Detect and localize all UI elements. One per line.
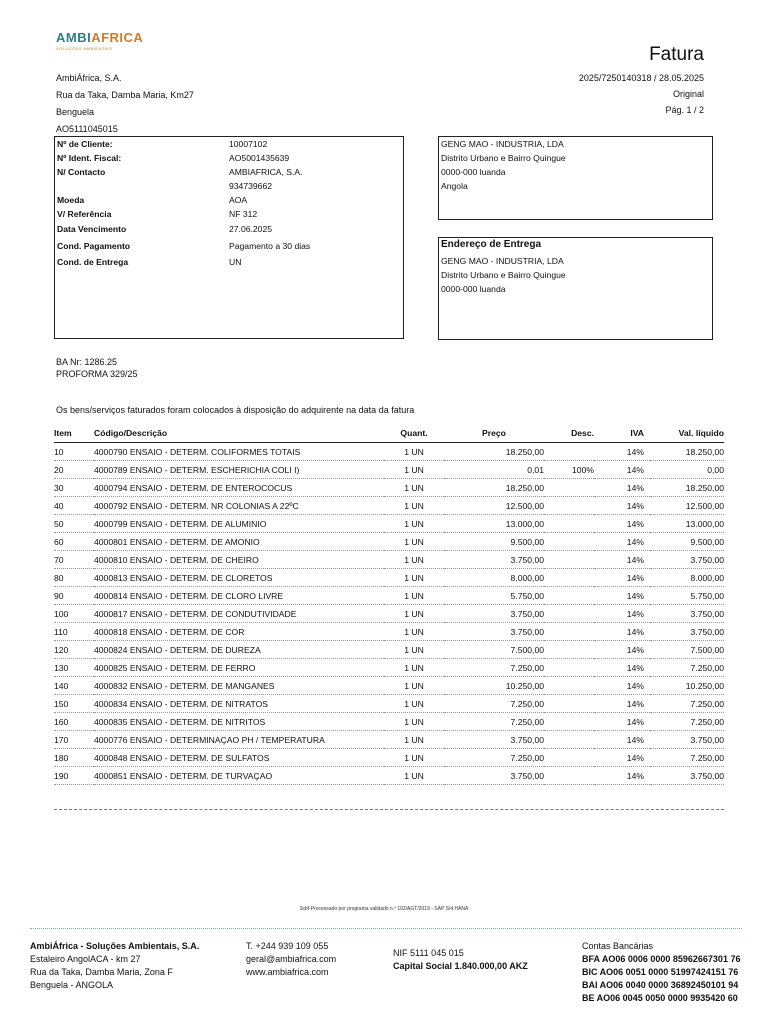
cell-price: 3.750,00: [444, 551, 544, 569]
cell-iva: 14%: [594, 461, 650, 479]
cell-item: 160: [54, 713, 94, 731]
header-net-value: Val. líquido: [650, 424, 724, 443]
cell-price: 7.250,00: [444, 695, 544, 713]
cell-item: 20: [54, 461, 94, 479]
cell-iva: 14%: [594, 641, 650, 659]
cell-item: 40: [54, 497, 94, 515]
ba-number: BA Nr: 1286.25: [56, 357, 118, 367]
cell-price: 10.250,00: [444, 677, 544, 695]
cell-discount: [544, 587, 594, 605]
cell-quantity: 1 UN: [384, 659, 444, 677]
currency-value: AOA: [229, 195, 248, 205]
cell-discount: [544, 623, 594, 641]
cell-price: 9.500,00: [444, 533, 544, 551]
cell-price: 12.500,00: [444, 497, 544, 515]
cell-net-value: 7.500,00: [650, 641, 724, 659]
customer-address-line: Distrito Urbano e Bairro Quingue: [441, 153, 566, 163]
table-row: [54, 677, 724, 695]
logo-wordmark: AMBIAFRICA: [56, 30, 144, 45]
cell-price: 3.750,00: [444, 731, 544, 749]
cell-description: 4000789 ENSAIO - DETERM. ESCHERICHIA COLI I): [94, 461, 384, 479]
footer-contact: [246, 940, 336, 979]
client-number-value: 10007102: [229, 139, 268, 149]
cell-description: 4000832 ENSAIO - DETERM. DE MANGANES: [94, 677, 384, 695]
footer-capital: Capital Social 1.840.000,00 AKZ: [393, 961, 528, 971]
table-row: [54, 641, 724, 659]
cell-iva: 14%: [594, 623, 650, 641]
processing-note: 3sbf-Processado por programa validado n.º 102/AGT/2019 - SAP S/4 HANA: [299, 906, 469, 912]
cell-price: 18.250,00: [444, 443, 544, 461]
cell-net-value: 7.250,00: [650, 695, 724, 713]
reference-value: NF 312: [229, 209, 258, 219]
delivery-terms-value: UN: [229, 257, 242, 267]
info-row-currency: Moeda: [57, 195, 85, 205]
cell-discount: [544, 515, 594, 533]
cell-iva: 14%: [594, 605, 650, 623]
cell-net-value: 13.000,00: [650, 515, 724, 533]
invoice-number-date: 2025/7250140318 / 28.05.2025: [578, 73, 704, 83]
info-row-delivery-terms: Cond. de Entrega: [57, 257, 129, 267]
cell-iva: 14%: [594, 731, 650, 749]
cell-net-value: 7.250,00: [650, 749, 724, 767]
cell-description: 4000814 ENSAIO - DETERM. DE CLORO LIVRE: [94, 587, 384, 605]
delivery-address-line: Distrito Urbano e Bairro Quingue: [441, 270, 566, 280]
cell-item: 170: [54, 731, 94, 749]
table-row: [54, 497, 724, 515]
cell-price: 5.750,00: [444, 587, 544, 605]
cell-description: 4000776 ENSAIO - DETERMINAÇAO PH / TEMPERATURA: [94, 731, 384, 749]
cell-iva: 14%: [594, 479, 650, 497]
company-logo: [56, 30, 143, 51]
table-row: [54, 605, 724, 623]
cell-price: 7.250,00: [444, 749, 544, 767]
footer-company-line: Benguela - ANGOLA: [30, 980, 114, 990]
cell-iva: 14%: [594, 713, 650, 731]
cell-net-value: 9.500,00: [650, 533, 724, 551]
items-table: [54, 424, 724, 785]
cell-price: 0,01: [444, 461, 544, 479]
cell-net-value: 7.250,00: [650, 659, 724, 677]
cell-item: 100: [54, 605, 94, 623]
cell-discount: [544, 767, 594, 785]
cell-description: 4000794 ENSAIO - DETERM. DE ENTEROCOCUS: [94, 479, 384, 497]
table-row: [54, 569, 724, 587]
footer-email: geral@ambiafrica.com: [246, 954, 337, 964]
cell-discount: [544, 641, 594, 659]
customer-address-line: Angola: [441, 181, 468, 191]
cell-net-value: 3.750,00: [650, 731, 724, 749]
footer-company-line: Estaleiro AngolACA - km 27: [30, 954, 141, 964]
cell-item: 130: [54, 659, 94, 677]
cell-price: 7.250,00: [444, 659, 544, 677]
info-row-contact: N/ Contacto: [57, 167, 106, 177]
footer-banks: [582, 940, 740, 1005]
cell-item: 140: [54, 677, 94, 695]
delivery-notice: Os bens/serviços faturados foram colocados à disposição do adquirente na data da fatura: [56, 405, 415, 415]
cell-discount: [544, 731, 594, 749]
cell-iva: 14%: [594, 677, 650, 695]
delivery-address-line: GENG MAO - INDUSTRIA, LDA: [441, 256, 564, 266]
cell-quantity: 1 UN: [384, 515, 444, 533]
cell-price: 8.000,00: [444, 569, 544, 587]
cell-iva: 14%: [594, 497, 650, 515]
due-date-value: 27.06.2025: [229, 224, 273, 234]
cell-price: 7.250,00: [444, 713, 544, 731]
info-row-payment-terms: Cond. Pagamento: [57, 241, 131, 251]
header-discount: Desc.: [544, 424, 594, 443]
table-row: [54, 731, 724, 749]
cell-quantity: 1 UN: [384, 479, 444, 497]
cell-discount: [544, 713, 594, 731]
customer-address-line: GENG MAO - INDUSTRIA, LDA: [441, 139, 564, 149]
cell-iva: 14%: [594, 533, 650, 551]
header-item: Item: [54, 424, 94, 443]
logo-tagline: SOLUÇÕES AMBIENTAIS: [56, 46, 113, 51]
header-iva: IVA: [594, 424, 650, 443]
page-number: Pág. 1 / 2: [665, 105, 704, 115]
cell-discount: 100%: [544, 461, 594, 479]
cell-quantity: 1 UN: [384, 677, 444, 695]
cell-item: 150: [54, 695, 94, 713]
cell-description: 4000851 ENSAIO - DETERM. DE TURVAÇAO: [94, 767, 384, 785]
footer-company-line: Rua da Taka, Damba Maria, Zona F: [30, 967, 173, 977]
table-row: [54, 479, 724, 497]
cell-discount: [544, 533, 594, 551]
fiscal-id-value: AO5001435639: [229, 153, 290, 163]
info-row-reference: V/ Referência: [57, 209, 112, 219]
cell-item: 10: [54, 443, 94, 461]
footer-banks-title: Contas Bancárias: [582, 941, 654, 951]
cell-item: 30: [54, 479, 94, 497]
footer-company-name: AmbiÁfrica - Soluções Ambientais, S.A.: [30, 941, 200, 951]
cell-item: 180: [54, 749, 94, 767]
cell-discount: [544, 749, 594, 767]
table-end-divider: [54, 809, 724, 810]
payment-terms-value: Pagamento a 30 dias: [229, 241, 311, 251]
table-row: [54, 623, 724, 641]
issuer-name: AmbiÁfrica, S.A.: [56, 73, 122, 83]
delivery-address-title: Endereço de Entrega: [441, 239, 542, 250]
footer-bank-line: BAI AO06 0040 0000 36892450101 94: [582, 980, 739, 990]
cell-iva: 14%: [594, 659, 650, 677]
cell-discount: [544, 443, 594, 461]
table-row: [54, 767, 724, 785]
cell-price: 18.250,00: [444, 479, 544, 497]
cell-description: 4000817 ENSAIO - DETERM. DE CONDUTIVIDADE: [94, 605, 384, 623]
cell-discount: [544, 695, 594, 713]
cell-description: 4000790 ENSAIO - DETERM. COLIFORMES TOTAIS: [94, 443, 384, 461]
issuer-city: Benguela: [56, 107, 95, 117]
cell-description: 4000810 ENSAIO - DETERM. DE CHEIRO: [94, 551, 384, 569]
cell-net-value: 3.750,00: [650, 551, 724, 569]
cell-description: 4000792 ENSAIO - DETERM. NR COLONIAS A 22ºC: [94, 497, 384, 515]
cell-description: 4000818 ENSAIO - DETERM. DE COR: [94, 623, 384, 641]
cell-iva: 14%: [594, 587, 650, 605]
cell-price: 3.750,00: [444, 623, 544, 641]
table-row: [54, 533, 724, 551]
cell-item: 90: [54, 587, 94, 605]
header-description: Código/Descrição: [94, 424, 384, 443]
cell-item: 190: [54, 767, 94, 785]
cell-net-value: 3.750,00: [650, 623, 724, 641]
cell-price: 7.500,00: [444, 641, 544, 659]
document-title: Fatura: [649, 44, 704, 65]
cell-description: 4000848 ENSAIO - DETERM. DE SULFATOS: [94, 749, 384, 767]
header-quantity: Quant.: [384, 424, 444, 443]
cell-quantity: 1 UN: [384, 713, 444, 731]
cell-description: 4000834 ENSAIO - DETERM. DE NITRATOS: [94, 695, 384, 713]
cell-net-value: 18.250,00: [650, 443, 724, 461]
cell-iva: 14%: [594, 551, 650, 569]
customer-address-box: [438, 136, 713, 220]
cell-net-value: 7.250,00: [650, 713, 724, 731]
delivery-address-line: 0000-000 luanda: [441, 284, 506, 294]
cell-net-value: 12.500,00: [650, 497, 724, 515]
cell-quantity: 1 UN: [384, 605, 444, 623]
cell-quantity: 1 UN: [384, 533, 444, 551]
cell-discount: [544, 569, 594, 587]
proforma-number: PROFORMA 329/25: [56, 369, 138, 379]
cell-net-value: 0,00: [650, 461, 724, 479]
cell-description: 4000835 ENSAIO - DETERM. DE NITRITOS: [94, 713, 384, 731]
cell-description: 4000799 ENSAIO - DETERM. DE ALUMINIO: [94, 515, 384, 533]
cell-net-value: 3.750,00: [650, 767, 724, 785]
cell-item: 70: [54, 551, 94, 569]
cell-iva: 14%: [594, 515, 650, 533]
cell-item: 80: [54, 569, 94, 587]
cell-description: 4000824 ENSAIO - DETERM. DE DUREZA: [94, 641, 384, 659]
cell-net-value: 10.250,00: [650, 677, 724, 695]
cell-iva: 14%: [594, 569, 650, 587]
footer-fiscal: [393, 947, 528, 973]
cell-net-value: 8.000,00: [650, 569, 724, 587]
cell-item: 50: [54, 515, 94, 533]
cell-discount: [544, 551, 594, 569]
contact-phone-value: 934739662: [229, 181, 273, 191]
info-row-client-number: Nº de Cliente:: [57, 139, 113, 149]
cell-price: 3.750,00: [444, 605, 544, 623]
cell-price: 13.000,00: [444, 515, 544, 533]
cell-quantity: 1 UN: [384, 623, 444, 641]
footer-bank-line: BIC AO06 0051 0000 51997424151 76: [582, 967, 739, 977]
cell-quantity: 1 UN: [384, 749, 444, 767]
cell-iva: 14%: [594, 767, 650, 785]
footer-company: [30, 940, 199, 992]
cell-net-value: 3.750,00: [650, 605, 724, 623]
cell-description: 4000801 ENSAIO - DETERM. DE AMONIO: [94, 533, 384, 551]
cell-quantity: 1 UN: [384, 497, 444, 515]
cell-discount: [544, 497, 594, 515]
cell-quantity: 1 UN: [384, 731, 444, 749]
cell-iva: 14%: [594, 749, 650, 767]
footer-divider: [30, 928, 742, 929]
table-row: [54, 659, 724, 677]
items-table-body: [54, 443, 724, 785]
cell-quantity: 1 UN: [384, 443, 444, 461]
table-row: [54, 515, 724, 533]
table-row: [54, 587, 724, 605]
cell-item: 60: [54, 533, 94, 551]
table-row: [54, 551, 724, 569]
cell-discount: [544, 605, 594, 623]
footer-nif: NIF 5111 045 015: [393, 948, 464, 958]
header-price: Preço: [444, 424, 544, 443]
table-row: [54, 461, 724, 479]
cell-iva: 14%: [594, 695, 650, 713]
footer-bank-line: BE AO06 0045 0050 0000 9935420 60: [582, 993, 738, 1003]
cell-discount: [544, 677, 594, 695]
cell-quantity: 1 UN: [384, 551, 444, 569]
delivery-address-box: [438, 237, 713, 340]
cell-quantity: 1 UN: [384, 767, 444, 785]
cell-description: 4000813 ENSAIO - DETERM. DE CLORETOS: [94, 569, 384, 587]
footer-bank-line: BFA AO06 0006 0000 85962667301 76: [582, 954, 741, 964]
table-row: [54, 713, 724, 731]
customer-address-line: 0000-000 luanda: [441, 167, 506, 177]
cell-item: 120: [54, 641, 94, 659]
footer-website: www.ambiafrica.com: [246, 967, 329, 977]
cell-iva: 14%: [594, 443, 650, 461]
footer-phone: T. +244 939 109 055: [246, 941, 329, 951]
cell-quantity: 1 UN: [384, 569, 444, 587]
table-row: [54, 749, 724, 767]
copy-label: Original: [672, 89, 704, 99]
table-row: [54, 443, 724, 461]
cell-quantity: 1 UN: [384, 695, 444, 713]
cell-item: 110: [54, 623, 94, 641]
issuer-address: Rua da Taka, Damba Maria, Km27: [56, 90, 194, 100]
cell-net-value: 5.750,00: [650, 587, 724, 605]
cell-net-value: 18.250,00: [650, 479, 724, 497]
cell-quantity: 1 UN: [384, 461, 444, 479]
cell-discount: [544, 659, 594, 677]
issuer-tax-id: AO5111045015: [56, 124, 118, 134]
info-row-due-date: Data Vencimento: [57, 224, 127, 234]
info-row-fiscal-id: Nº Ident. Fiscal:: [57, 153, 122, 163]
cell-quantity: 1 UN: [384, 587, 444, 605]
cell-discount: [544, 479, 594, 497]
client-info-box: [54, 136, 404, 339]
cell-description: 4000825 ENSAIO - DETERM. DE FERRO: [94, 659, 384, 677]
contact-value: AMBIAFRICA, S.A.: [229, 167, 303, 177]
cell-quantity: 1 UN: [384, 641, 444, 659]
table-header-row: [54, 424, 724, 443]
table-row: [54, 695, 724, 713]
cell-price: 3.750,00: [444, 767, 544, 785]
